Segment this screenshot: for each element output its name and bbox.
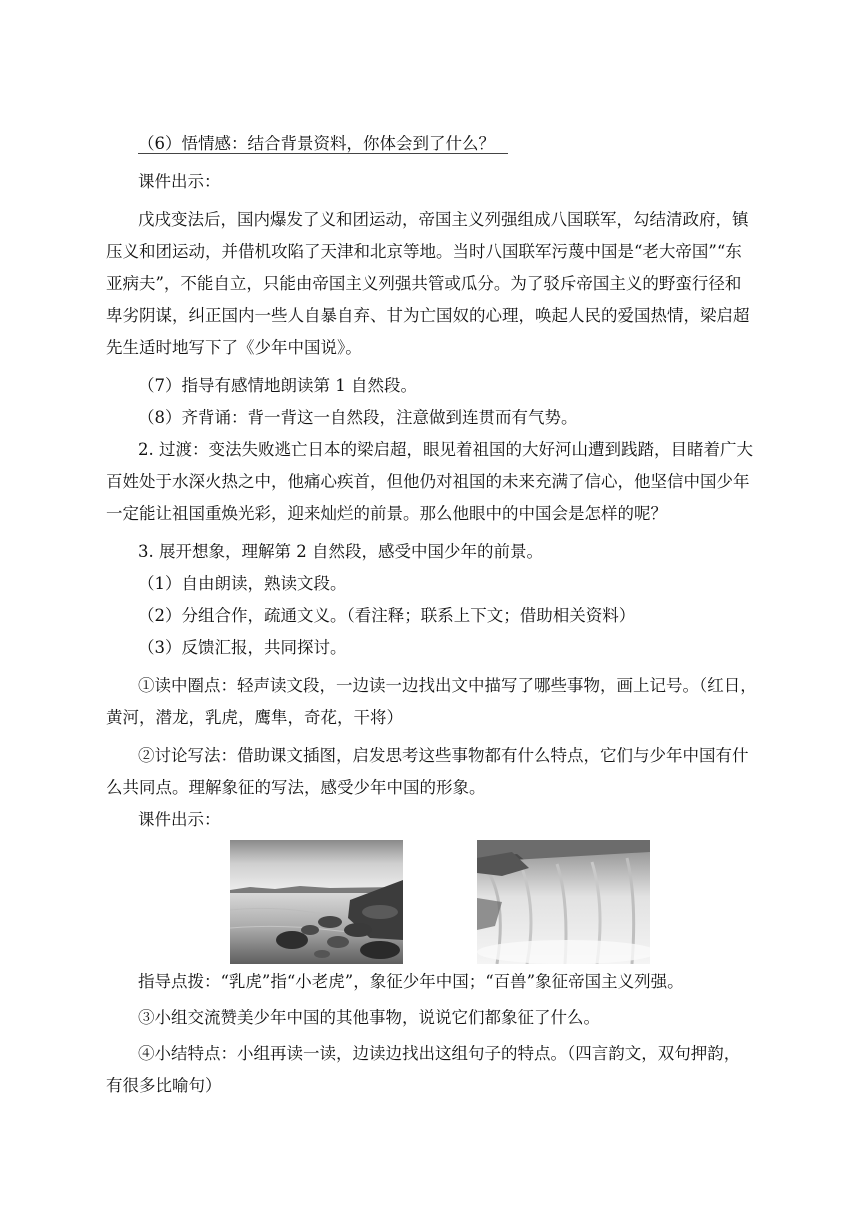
transition-paragraph-line: 2. 过渡：变法失败逃亡日本的梁启超，眼见着祖国的大好河山遭到践踏，目睹着广大 [138, 440, 753, 459]
courseware-label: 课件出示： [138, 172, 221, 191]
step-7: （7）指导有感情地朗读第 1 自然段。 [138, 376, 417, 395]
summary-line: ④小结特点：小组再读一读，边读边找出这组句子的特点。（四言韵文，双句押韵， [138, 1044, 741, 1063]
circle-point-line: 黄河，潜龙，乳虎，鹰隼，奇花，干将） [106, 708, 403, 727]
group-exchange-line: ③小组交流赞美少年中国的其他事物，说说它们都象征了什么。 [138, 1008, 600, 1027]
background-paragraph-line: 压义和团运动，并借机攻陷了天津和北京等地。当时八国联军污蔑中国是“老大帝国”“东 [106, 242, 742, 261]
courseware-label: 课件出示： [138, 810, 221, 829]
discussion-line: ②讨论写法：借助课文插图，启发思考这些事物都有什么特点，它们与少年中国有什 [138, 746, 749, 765]
background-paragraph-line: 戊戌变法后，国内爆发了义和团运动，帝国主义列强组成八国联军，勾结清政府，镇 [138, 210, 749, 229]
summary-line: 有很多比喻句） [106, 1076, 222, 1095]
background-paragraph-line: 亚病夫”，不能自立，只能由帝国主义列强共管或瓜分。为了驳斥帝国主义的野蛮行径和 [106, 274, 742, 293]
sea-rocks-image [230, 840, 403, 964]
waterfall-image [477, 840, 650, 964]
sub-step-3: （3）反馈汇报，共同探讨。 [138, 638, 347, 657]
discussion-line: 么共同点。理解象征的写法，感受少年中国的形象。 [106, 778, 486, 797]
background-paragraph-line: 先生适时地写下了《少年中国说》。 [106, 338, 362, 357]
circle-point-line: ①读中圈点：轻声读文段，一边读一边找出文中描写了哪些事物，画上记号。（红日， [138, 676, 757, 695]
step-6-heading: （6）悟情感：结合背景资料，你体会到了什么？ [138, 134, 495, 153]
background-paragraph-line: 卑劣阴谋，纠正国内一些人自暴自弃、甘为亡国奴的心理，唤起人民的爱国热情，梁启超 [106, 306, 750, 325]
transition-paragraph-line: 百姓处于水深火热之中，他痛心疾首，但他仍对祖国的未来充满了信心，他坚信中国少年 [106, 472, 750, 491]
guidance-line: 指导点拨：“乳虎”指“小老虎”，象征少年中国；“百兽”象征帝国主义列强。 [138, 972, 684, 991]
section-3-heading: 3. 展开想象，理解第 2 自然段，感受中国少年的前景。 [138, 542, 543, 561]
sub-step-2: （2）分组合作，疏通文义。（看注释；联系上下文；借助相关资料） [138, 606, 636, 625]
transition-paragraph-line: 一定能让祖国重焕光彩，迎来灿烂的前景。那么他眼中的中国会是怎样的呢？ [106, 504, 667, 523]
step-8: （8）齐背诵：背一背这一自然段，注意做到连贯而有气势。 [138, 408, 578, 427]
heading-underline [138, 153, 508, 154]
sub-step-1: （1）自由朗读，熟读文段。 [138, 574, 347, 593]
